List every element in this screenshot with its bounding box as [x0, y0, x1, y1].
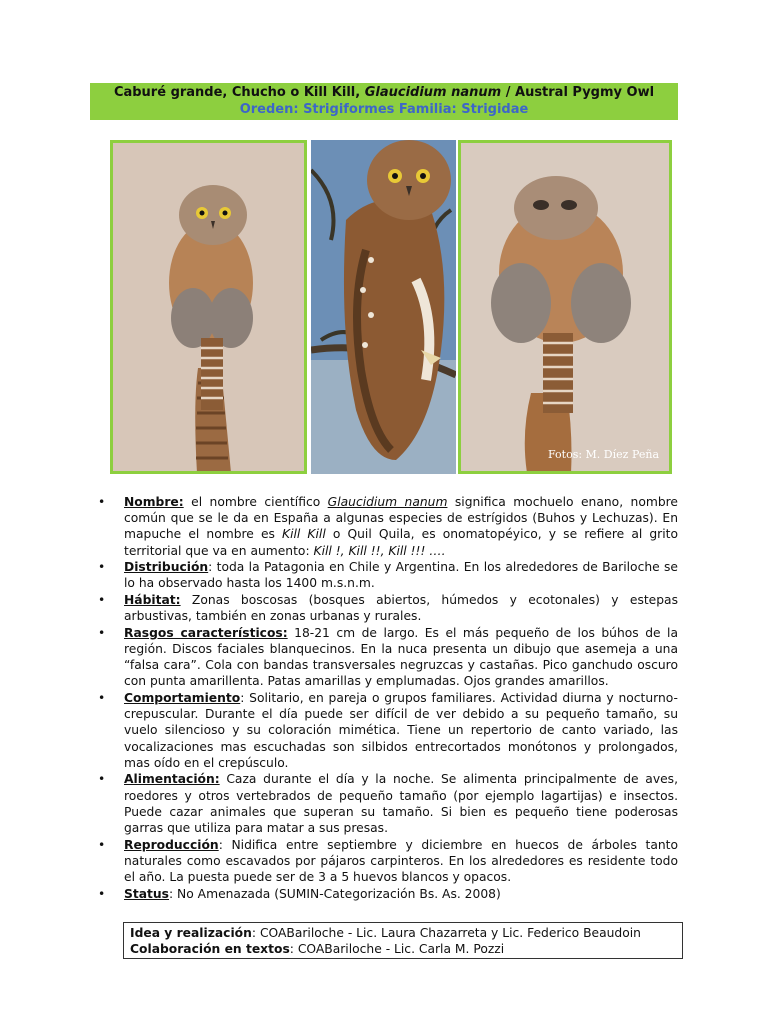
bullet-icon: • — [98, 560, 106, 575]
fact-text: o Quil Quila, es onomatopéyico, y se refiere al grito territorial que va en aumento: — [124, 527, 678, 558]
fact-term: Hábitat: — [124, 593, 181, 607]
owl-photo-front — [110, 140, 307, 474]
title-english-name: / Austral Pygmy Owl — [501, 85, 655, 100]
fact-text: : No Amenazada (SUMIN-Categorización Bs. As. 2008) — [169, 886, 501, 901]
fact-text: el nombre científico — [183, 495, 328, 509]
bullet-icon: • — [98, 886, 106, 901]
title-common-names: Caburé grande, Chucho o Kill Kill, — [113, 85, 365, 100]
page-title — [90, 85, 678, 101]
fact-text: Kill Kill — [282, 527, 326, 542]
fact-term: Alimentación: — [124, 772, 220, 787]
fact-text: significa mochuelo enano, nombre común que se le da en España a algunas especies de estrígidos (Buhos y Lechuzas). En mapuche el nombre es — [124, 495, 679, 542]
fact-term: Distribución — [124, 560, 209, 575]
credits-line-idea — [130, 925, 676, 941]
fact-text: Kill !, Kill !!, Kill !!! …. — [313, 543, 446, 558]
owl-photo-branch — [311, 140, 456, 474]
list-item — [98, 886, 678, 902]
list-item — [98, 592, 678, 624]
fact-term: Reproducción — [124, 837, 219, 852]
fact-text: Glaucidium nanum — [327, 495, 448, 509]
bullet-icon: • — [98, 495, 106, 509]
fact-term: Status — [124, 886, 169, 901]
list-item — [98, 559, 678, 591]
credits-label-texts: Colaboración en textos — [130, 942, 290, 956]
fact-term: Nombre: — [124, 495, 184, 509]
fact-text: 18-21 cm de largo. Es el más pequeño de los búhos de la región. Discos faciales blanquecinos. En la nuca presenta un dibujo que asemeja a una “falsa cara”. Cola con bandas transversales negruzcas y castañas. Pico ganchudo oscuro con punta amarillenta. Patas amarillas y emplumadas. Ojos grandes amarillos. — [124, 625, 679, 689]
photo-credit: Fotos: M. Díez Peña — [548, 448, 659, 461]
species-facts-list — [98, 494, 678, 902]
fact-text: : toda la Patagonia en Chile y Argentina. En los alrededores de Bariloche se lo ha observado hasta los 1400 m.s.n.m. — [124, 560, 678, 591]
list-item — [98, 625, 678, 690]
credits-box — [123, 922, 683, 959]
owl-photo-back — [458, 140, 672, 474]
credits-label-idea: Idea y realización — [130, 926, 252, 940]
title-banner — [90, 83, 678, 120]
list-item — [98, 690, 678, 771]
fact-term: Rasgos característicos: — [124, 625, 288, 640]
list-item — [98, 494, 678, 559]
credits-line-texts — [130, 941, 676, 957]
credits-text-texts: : COABariloche - Lic. Carla M. Pozzi — [289, 942, 505, 956]
fact-text: Zonas boscosas (bosques abiertos, húmedos y ecotonales) y estepas arbustivas, también en zonas urbanas y rurales. — [124, 593, 678, 624]
bullet-icon: • — [98, 625, 106, 640]
page-subtitle: Oreden: Strigiformes Familia: Strigidae — [239, 102, 529, 117]
fact-text: : Nidifica entre septiembre y diciembre en huecos de árboles tanto naturales como escavados por pájaros carpinteros. En los alrededores es residente todo el año. La puesta puede ser de 3 a 5 huevos blancos y opacos. — [124, 837, 678, 885]
list-item — [98, 837, 678, 886]
bullet-icon: • — [98, 772, 106, 787]
title-scientific-name: Glaucidium nanum — [364, 85, 502, 100]
bullet-icon: • — [98, 593, 106, 607]
fact-text: Caza durante el día y la noche. Se alimenta principalmente de aves, roedores y otros vertebrados de pequeño tamaño (por ejemplo lagartijas) e insectos. Puede cazar animales que superan su tamaño. Si bien es pequeño tiene poderosas garras que utiliza para matar a sus presas. — [124, 772, 678, 836]
fact-term: Comportamiento — [124, 691, 241, 705]
fact-text: : Solitario, en pareja o grupos familiares. Actividad diurna y nocturno-crepuscular. Durante el día puede ser difícil de ver debido a su pequeño tamaño, su vuelo silencioso y su coloración mimética. Tiene un repertorio de canto variado, las vocalizaciones mas escuchadas son silbidos entrecortados monótonos y prolongados, mas oído en el crepúsculo. — [124, 691, 678, 770]
list-item — [98, 771, 678, 836]
credits-text-idea: : COABariloche - Lic. Laura Chazarreta y Lic. Federico Beaudoin — [251, 926, 641, 940]
bullet-icon: • — [98, 837, 106, 852]
bullet-icon: • — [98, 691, 106, 705]
